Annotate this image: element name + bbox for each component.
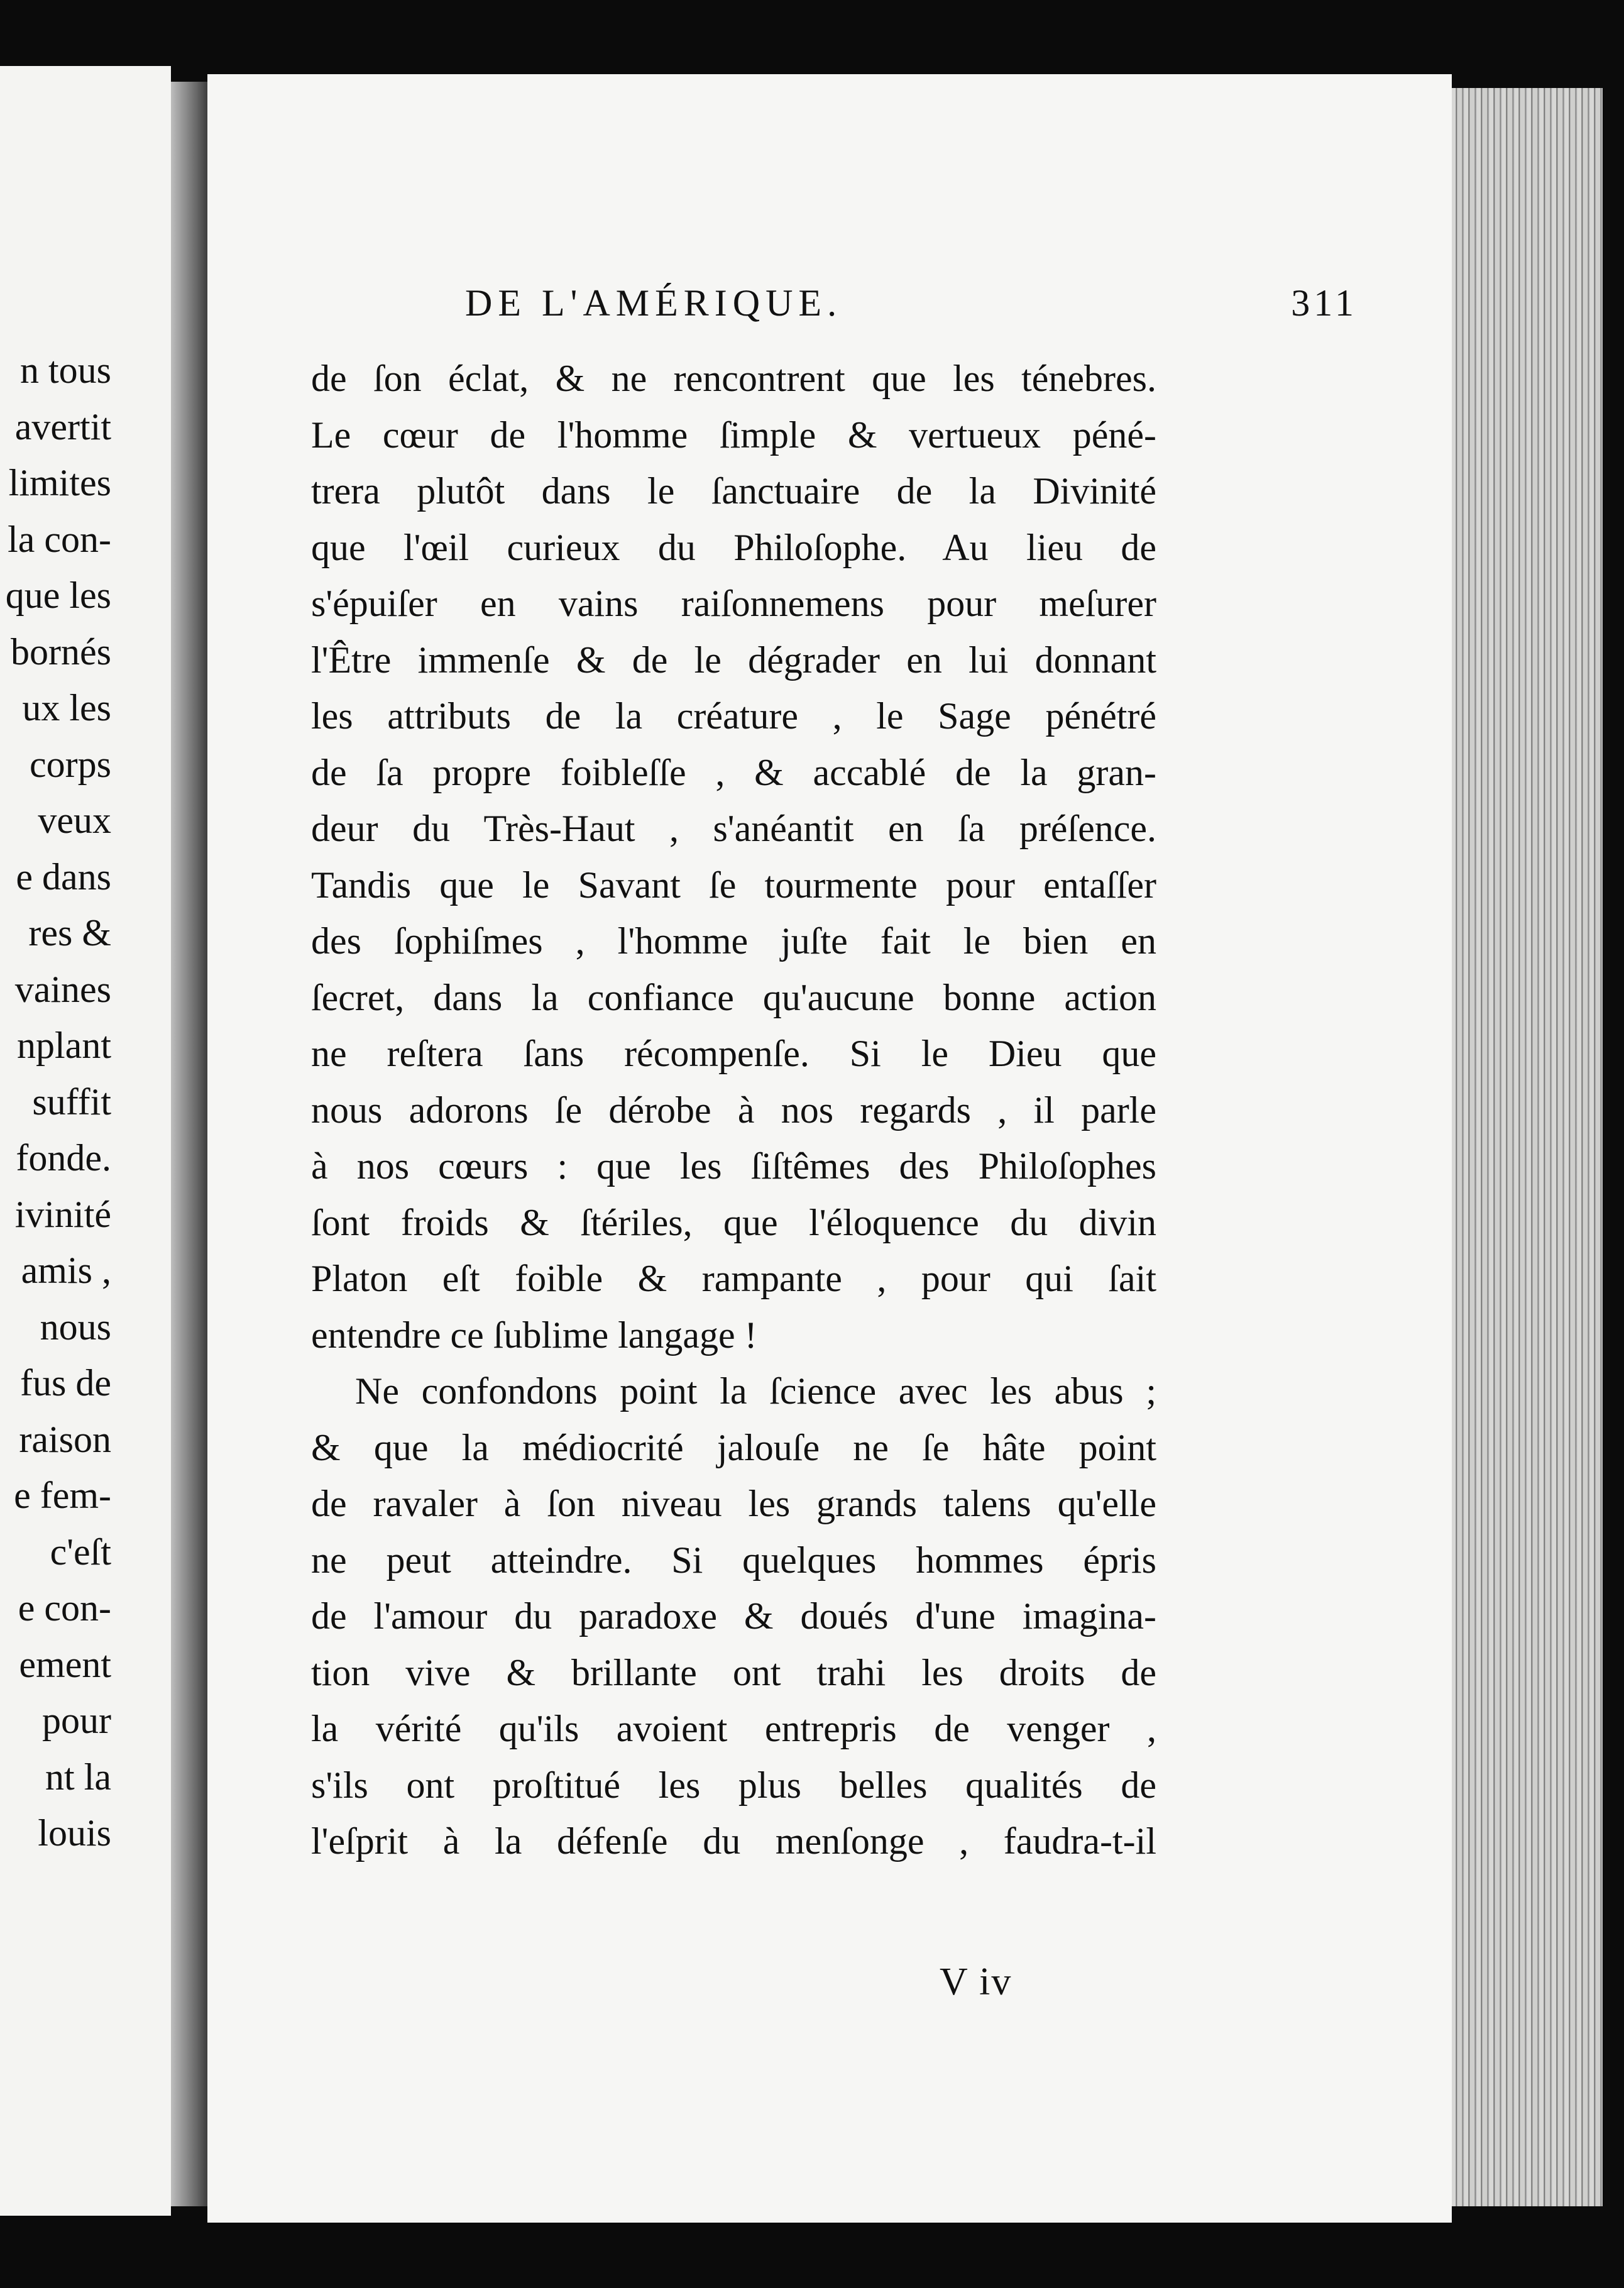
- text-line: ſont froids & ſtériles, que l'éloquence du divin: [311, 1201, 1156, 1243]
- signature-mark: V iv: [940, 1961, 1012, 2003]
- left-text-line: ement: [19, 1643, 111, 1685]
- text-line: ſecret, dans la confiance qu'aucune bonne action: [311, 976, 1156, 1018]
- left-text-line: suffit: [32, 1081, 111, 1123]
- text-line: tion vive & brillante ont trahi les droits de: [311, 1651, 1156, 1693]
- left-text-line: c'eſt: [50, 1531, 111, 1573]
- left-text-line: veux: [38, 800, 111, 841]
- text-line: l'eſprit à la défenſe du menſonge , faudra-t-il: [311, 1820, 1156, 1862]
- left-text-line: louis: [38, 1812, 111, 1854]
- left-text-line: nt la: [45, 1756, 111, 1798]
- left-page-text: [0, 343, 111, 1862]
- left-text-line: avertit: [14, 405, 111, 448]
- text-line: trera plutôt dans le ſanctuaire de la Divinité: [311, 470, 1156, 512]
- left-text-line: e dans: [16, 855, 111, 898]
- text-line: à nos cœurs : que les ſiſtêmes des Philoſophes: [311, 1145, 1156, 1187]
- left-text-line: amis ,: [21, 1250, 111, 1291]
- page-edges: [1452, 88, 1603, 2206]
- left-text-line: que les: [5, 575, 111, 616]
- text-line: ne peut atteindre. Si quelques hommes épris: [311, 1539, 1156, 1581]
- text-line: l'Être immenſe & de le dégrader en lui donnant: [311, 639, 1156, 681]
- text-line: que l'œil curieux du Philoſophe. Au lieu de: [311, 526, 1156, 568]
- left-text-line: res &: [28, 912, 111, 954]
- left-text-line: ivinité: [14, 1193, 111, 1235]
- text-line: de l'amour du paradoxe & doués d'une imagina-: [311, 1595, 1156, 1637]
- running-title: DE L'AMÉRIQUE.: [465, 282, 843, 324]
- text-line: nous adorons ſe dérobe à nos regards , il parle: [311, 1089, 1156, 1131]
- left-text-line: nous: [40, 1306, 111, 1348]
- text-line: s'ils ont proſtitué les plus belles qualités de: [311, 1764, 1156, 1806]
- left-text-line: nplant: [17, 1025, 111, 1066]
- left-text-line: vaines: [14, 968, 111, 1010]
- text-line: la vérité qu'ils avoient entrepris de venger ,: [311, 1708, 1156, 1749]
- text-line: s'épuiſer en vains raiſonnemens pour meſurer: [311, 583, 1156, 624]
- left-text-line: la con-: [8, 518, 111, 560]
- text-line: Tandis que le Savant ſe tourmente pour entaſſer: [311, 864, 1156, 906]
- text-line: deur du Très-Haut , s'anéantit en ſa préſence.: [311, 808, 1156, 849]
- left-text-line: e fem-: [14, 1475, 111, 1516]
- left-text-line: ux les: [22, 687, 111, 729]
- left-text-line: e con-: [18, 1587, 111, 1629]
- text-line: de ſa propre foibleſſe , & accablé de la gran-: [311, 751, 1156, 793]
- running-head: [465, 282, 1358, 325]
- facing-left-page: [0, 66, 171, 2216]
- left-text-line: raison: [19, 1418, 111, 1460]
- left-text-line: corps: [30, 743, 111, 785]
- text-line: Le cœur de l'homme ſimple & vertueux péné-: [311, 414, 1156, 456]
- text-line: & que la médiocrité jalouſe ne ſe hâte point: [311, 1426, 1156, 1468]
- right-page: [207, 74, 1452, 2223]
- text-line: Platon eſt foible & rampante , pour qui ſait: [311, 1258, 1156, 1299]
- text-line: entendre ce ſublime langage !: [311, 1314, 757, 1356]
- page-number: 311: [1291, 282, 1358, 324]
- left-text-line: fus de: [20, 1362, 111, 1404]
- text-line: des ſophiſmes , l'homme juſte fait le bien en: [311, 920, 1156, 962]
- left-text-line: n tous: [19, 349, 111, 391]
- text-line: de ravaler à ſon niveau les grands talens qu'elle: [311, 1483, 1156, 1524]
- text-line: les attributs de la créature , le Sage pénétré: [311, 695, 1156, 737]
- paragraph-first-line: Ne confondons point la ſcience avec les abus ;: [355, 1370, 1156, 1412]
- left-text-line: limites: [8, 462, 111, 503]
- left-text-line: pour: [42, 1700, 111, 1741]
- left-text-line: fonde.: [16, 1137, 111, 1179]
- text-line: ne reſtera ſans récompenſe. Si le Dieu que: [311, 1033, 1156, 1074]
- text-line: de ſon éclat, & ne rencontrent que les ténebres.: [311, 358, 1156, 399]
- left-text-line: bornés: [11, 630, 111, 673]
- body-text: [311, 351, 1156, 1870]
